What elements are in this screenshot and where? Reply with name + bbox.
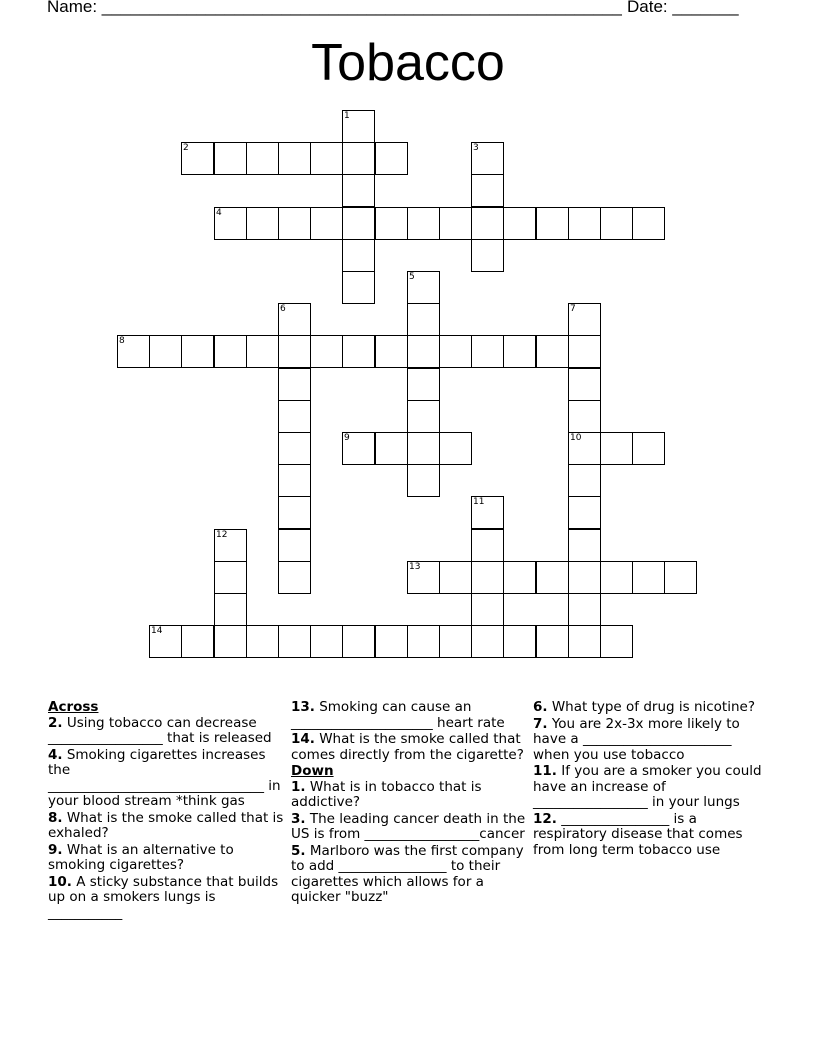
crossword-cell[interactable] [310,142,343,175]
crossword-cell[interactable] [117,335,150,368]
crossword-cell[interactable] [407,303,440,336]
clue-text [533,764,769,811]
crossword-cell[interactable] [342,335,375,368]
crossword-cell[interactable] [342,432,375,465]
clue-number: 12 [216,530,228,540]
crossword-cell[interactable] [342,239,375,272]
clue-number: 2 [183,143,189,153]
crossword-cell[interactable] [375,625,408,658]
crossword-cell[interactable] [214,335,247,368]
crossword-cell[interactable] [568,625,601,658]
crossword-cell[interactable] [342,207,375,240]
crossword-cell[interactable] [568,496,601,529]
clue-number-label: 9. [48,841,63,858]
crossword-cell[interactable] [600,207,633,240]
crossword-cell[interactable] [246,335,279,368]
crossword-cell[interactable] [342,110,375,143]
crossword-cell[interactable] [600,561,633,594]
clue-text [291,844,527,906]
clue-body: What is the smoke called that is exhaled? [48,809,284,841]
clue-number: 8 [119,336,125,346]
crossword-cell[interactable] [246,625,279,658]
clue-number-label: 10. [48,873,72,890]
clue-column-3 [533,700,769,859]
clue-number-label: 7. [533,715,548,732]
crossword-cell[interactable] [246,142,279,175]
clue-text [533,717,769,764]
clue-number: 10 [570,433,582,443]
clue-number: 6 [280,304,286,314]
crossword-cell[interactable] [407,625,440,658]
crossword-cell[interactable] [278,142,311,175]
clue-number-label: 8. [48,809,63,826]
crossword-cell[interactable] [310,207,343,240]
crossword-cell[interactable] [375,207,408,240]
crossword-cell[interactable] [439,432,472,465]
clue-body: Marlboro was the first company to add ________________ to their cigarettes which allows for a quicker "buzz" [291,842,524,905]
crossword-cell[interactable] [439,561,472,594]
crossword-cell[interactable] [214,207,247,240]
crossword-cell[interactable] [600,432,633,465]
clue-number-label: 6. [533,699,548,715]
crossword-cell[interactable] [632,207,665,240]
crossword-cell[interactable] [471,496,504,529]
crossword-cell[interactable] [310,625,343,658]
crossword-cell[interactable] [471,593,504,626]
crossword-cell[interactable] [310,335,343,368]
clue-body: Using tobacco can decrease _________________ that is released [48,714,272,746]
crossword-cell[interactable] [536,207,569,240]
crossword-cell[interactable] [407,271,440,304]
clue-body: The leading cancer death in the US is from _________________cancer [291,810,526,842]
crossword-cell[interactable] [407,368,440,401]
crossword-cell[interactable] [149,625,182,658]
clue-number-label: 13. [291,699,315,715]
crossword-cell[interactable] [214,593,247,626]
crossword-cell[interactable] [278,303,311,336]
crossword-cell[interactable] [568,207,601,240]
crossword-cell[interactable] [536,561,569,594]
crossword-cell[interactable] [503,207,536,240]
clue-section-heading: Down [291,763,334,779]
clue-body: You are 2x-3x more likely to have a ______________________ when you use tobacco [533,715,740,763]
crossword-cell[interactable] [503,561,536,594]
crossword-cell[interactable] [471,625,504,658]
crossword-cell[interactable] [471,335,504,368]
clue-number-label: 11. [533,763,557,779]
crossword-cell[interactable] [471,561,504,594]
crossword-cell[interactable] [664,561,697,594]
clue-number-label: 5. [291,842,306,859]
crossword-cell[interactable] [439,335,472,368]
clue-text [48,748,286,810]
clue-body: What is an alternative to smoking cigarettes? [48,841,234,873]
clue-number: 3 [473,143,479,153]
crossword-cell[interactable] [568,303,601,336]
name-field-label: Name: _______________________________________________________ [47,0,622,16]
crossword-cell[interactable] [568,593,601,626]
crossword-cell[interactable] [503,335,536,368]
crossword-cell[interactable] [375,432,408,465]
crossword-cell[interactable] [214,142,247,175]
clue-text [48,811,286,842]
crossword-cell[interactable] [181,335,214,368]
crossword-cell[interactable] [181,142,214,175]
crossword-cell[interactable] [471,239,504,272]
crossword-cell[interactable] [375,335,408,368]
crossword-cell[interactable] [471,529,504,562]
clue-text [291,732,527,763]
crossword-cell[interactable] [568,400,601,433]
crossword-cell[interactable] [342,142,375,175]
clue-text [48,843,286,874]
crossword-cell[interactable] [632,432,665,465]
clue-text [533,700,769,716]
clue-text [533,812,769,859]
crossword-cell[interactable] [375,142,408,175]
clue-number-label: 2. [48,714,63,731]
clue-number: 13 [409,562,421,572]
clue-body: If you are a smoker you could have an increase of _________________ in your lungs [533,763,762,810]
clue-body: What is the smoke called that comes directly from the cigarette? [291,731,524,763]
crossword-cell[interactable] [278,496,311,529]
crossword-cell[interactable] [342,271,375,304]
crossword-cell[interactable] [278,400,311,433]
crossword-cell[interactable] [568,335,601,368]
crossword-cell[interactable] [149,335,182,368]
crossword-cell[interactable] [471,174,504,207]
crossword-cell[interactable] [407,400,440,433]
crossword-cell[interactable] [214,529,247,562]
clue-text [291,812,527,843]
clue-section-heading: Across [48,699,99,715]
clue-text [291,780,527,811]
crossword-cell[interactable] [439,207,472,240]
clue-text [48,716,286,747]
clue-number: 5 [409,272,415,282]
crossword-cell[interactable] [246,207,279,240]
clue-body: ________________ is a respiratory disease that comes from long term tobacco use [533,810,743,858]
crossword-cell[interactable] [407,561,440,594]
crossword-cell[interactable] [407,207,440,240]
crossword-cell[interactable] [181,625,214,658]
clue-number: 9 [344,433,350,443]
crossword-cell[interactable] [278,368,311,401]
clue-text [291,700,527,731]
crossword-cell[interactable] [342,174,375,207]
crossword-cell[interactable] [471,207,504,240]
crossword-cell[interactable] [214,561,247,594]
crossword-cell[interactable] [568,561,601,594]
crossword-cell[interactable] [471,142,504,175]
clue-number: 11 [473,497,485,507]
crossword-cell[interactable] [568,368,601,401]
crossword-cell[interactable] [439,625,472,658]
clue-body: Smoking can cause an _____________________ heart rate [291,699,505,731]
crossword-cell[interactable] [278,464,311,497]
clue-column-1 [48,700,286,922]
crossword-cell[interactable] [278,561,311,594]
clue-body: A sticky substance that builds up on a smokers lungs is ___________ [48,873,279,921]
crossword-cell[interactable] [278,529,311,562]
crossword-cell[interactable] [568,432,601,465]
clue-number-label: 3. [291,810,306,827]
clue-number-label: 4. [48,746,63,763]
clue-number-label: 1. [291,778,306,795]
clue-number-label: 14. [291,731,315,747]
clue-number: 1 [344,111,350,121]
clue-column-2 [291,700,527,907]
clue-body: What is in tobacco that is addictive? [291,778,482,810]
crossword-cell[interactable] [568,464,601,497]
crossword-cell[interactable] [407,432,440,465]
page-title: Tobacco [311,34,505,92]
clue-number-label: 12. [533,810,557,827]
clue-text [48,875,286,922]
clue-body: Smoking cigarettes increases the ________________________________ in your blood stream *think gas [48,746,281,809]
date-field-label: Date: _______ [627,0,739,16]
crossword-cell[interactable] [278,625,311,658]
crossword-cell[interactable] [632,561,665,594]
crossword-cell[interactable] [536,625,569,658]
clue-number: 7 [570,304,576,314]
crossword-cell[interactable] [278,207,311,240]
crossword-cell[interactable] [503,625,536,658]
crossword-cell[interactable] [600,625,633,658]
crossword-cell[interactable] [536,335,569,368]
crossword-cell[interactable] [214,625,247,658]
crossword-cell[interactable] [342,625,375,658]
crossword-cell[interactable] [568,529,601,562]
clue-number: 14 [151,626,163,636]
crossword-cell[interactable] [407,335,440,368]
crossword-cell[interactable] [278,432,311,465]
clue-number: 4 [216,208,222,218]
crossword-cell[interactable] [407,464,440,497]
crossword-cell[interactable] [278,335,311,368]
clue-body: What type of drug is nicotine? [547,699,756,715]
